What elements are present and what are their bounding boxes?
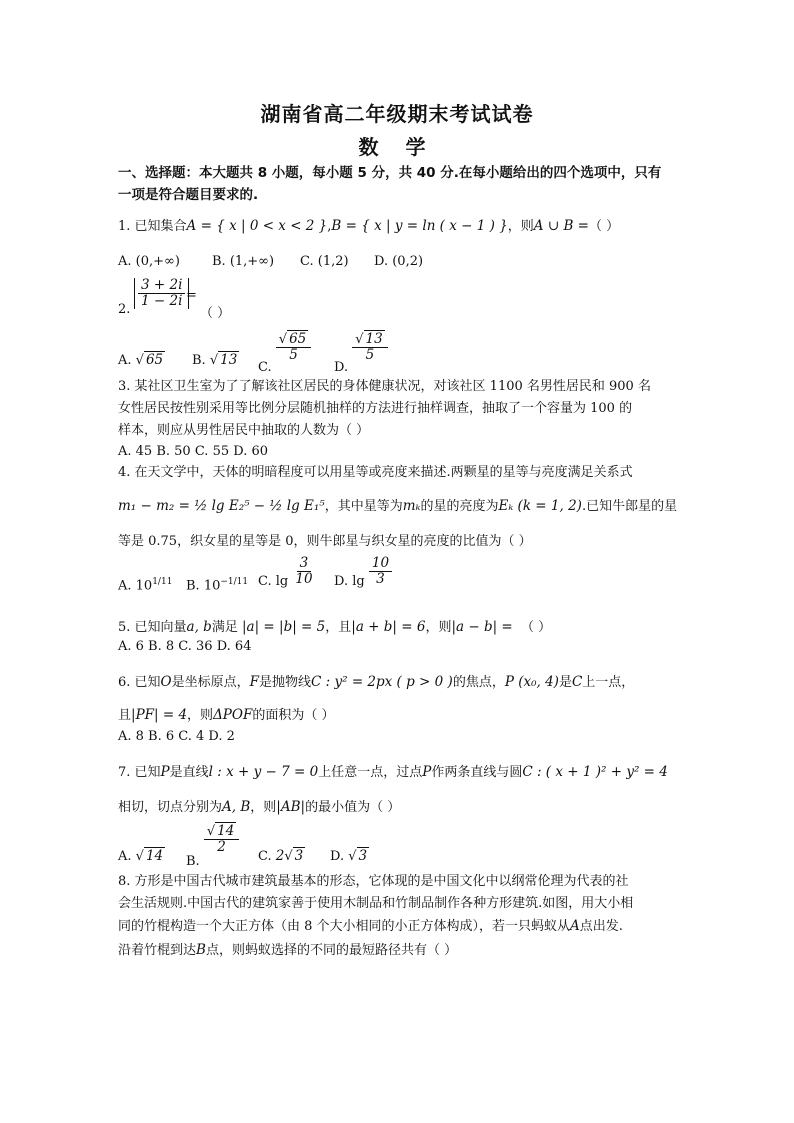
q7-line2a: 相切，切点分别为 <box>118 800 223 815</box>
q5-eq1: |a| = |b| = 5 <box>241 619 326 635</box>
q8-a: A <box>570 918 580 934</box>
q6-stem2: 是坐标原点， <box>171 675 250 690</box>
q7-line-eq: l : x + y − 7 = 0 <box>208 764 319 780</box>
q7-stem3: 上任意一点，过点 <box>318 765 423 780</box>
q5-cond3: ，则 <box>425 620 452 635</box>
question-1-stem: 1. 已知集合A = { x | 0 < x < 2 },B = { x | y = ln ( x − 1 ) }，则A ∪ B =（ ） <box>118 218 620 234</box>
q1-option-c: C. (1,2) <box>300 254 349 269</box>
q7-stem1: 7. 已知 <box>118 765 161 780</box>
q1-blank: （ ） <box>588 219 620 234</box>
q7-line2b: ，则 <box>250 800 277 815</box>
q2-option-b-value: 13 <box>220 352 238 368</box>
question-8-line3 <box>118 916 678 937</box>
q8-line4a: 沿着竹棍到达 <box>118 943 197 958</box>
q6-f: F <box>249 674 260 690</box>
q1-option-d: D. (0,2) <box>374 254 424 269</box>
q7-option-b-label: B. <box>186 854 200 869</box>
subject-title: 数 学 <box>358 135 436 159</box>
q1-suffix: ，则 <box>507 219 534 234</box>
question-3-options: A. 45 B. 50 C. 55 D. 60 <box>118 444 269 459</box>
q2-option-d-num: √ 13 <box>352 332 387 348</box>
q4-option-a-exp: 1/11 <box>152 577 173 587</box>
q2-abs-expression <box>134 278 189 309</box>
q7-circle: C : ( x + 1 )² + y² = 4 <box>522 764 668 780</box>
q2-option-a-label: A. <box>118 353 132 368</box>
q2-option-c-num: √ 65 <box>276 332 311 348</box>
q6-line2b: ，则 <box>187 708 214 723</box>
q7-stem2: 是直线 <box>169 765 209 780</box>
q4-option-a-base: A. 10 <box>118 578 153 594</box>
q2-denominator: 1 − 2i <box>141 293 183 309</box>
q2-option-b <box>192 350 239 371</box>
q6-stem5: 是 <box>558 675 572 690</box>
question-2-stem <box>118 276 678 321</box>
q8-line3: 同的竹棍构造一个大正方体（由 8 个大小相同的小正方体构成），若一只蚂蚁从 <box>118 919 571 934</box>
q4-option-c-prefix: C. lg <box>258 574 289 589</box>
q4-mid: ，其中星等为 <box>324 499 403 514</box>
q8-b: B <box>196 942 206 958</box>
question-3-line2: 女性居民按性别采用等比例分层随机抽样的方法进行抽样调查，抽取了一个容量为 100 的 <box>118 401 633 416</box>
q6-stem3: 是抛物线 <box>259 675 312 690</box>
q7-p2: P <box>422 764 432 780</box>
q7-option-a-value: 14 <box>145 848 164 864</box>
q7-option-d-label: D. <box>330 849 345 864</box>
q5-vectors: a, b <box>186 619 212 635</box>
q7-option-b <box>186 823 239 869</box>
q6-stem6: 上一点， <box>582 675 635 690</box>
q6-line2c: 的面积为（ ） <box>252 708 335 723</box>
q5-cond1: 满足 <box>211 620 238 635</box>
q7-option-d-value: 3 <box>358 848 368 864</box>
q5-prefix: 5. 已知向量 <box>118 620 187 635</box>
q1-set-b: B = { x | y = ln ( x − 1 ) } <box>331 218 508 234</box>
q6-triangle: ΔPOF <box>213 707 253 723</box>
q5-eq3: |a − b| = <box>451 619 513 635</box>
q4-mk: mₖ <box>402 498 421 514</box>
q4-option-b-exp: −1/11 <box>220 577 249 587</box>
q4-option-a <box>118 572 172 596</box>
question-6-options: A. 8 B. 6 C. 4 D. 2 <box>118 729 235 744</box>
question-4-line3: 等是 0.75，织女星的星等是 0，则牛郎星与织女星的亮度的比值为（ ） <box>118 534 532 549</box>
q2-option-c-label: C. <box>258 360 272 375</box>
q4-option-c <box>258 556 316 587</box>
q6-point: P (x₀, 4) <box>504 674 559 690</box>
q7-stem4: 作两条直线与圆 <box>431 765 523 780</box>
q4-option-d-num: 10 <box>369 556 392 572</box>
q5-cond2: ，且 <box>325 620 352 635</box>
q6-stem1: 6. 已知 <box>118 675 161 690</box>
q4-mid2: 的星的亮度为 <box>420 499 499 514</box>
q2-number: 2. <box>118 302 131 317</box>
q4-option-b-base: B. 10 <box>186 578 221 594</box>
question-8-line2: 会生活规则.中国古代的建筑家善于使用木制品和竹制品制作各种方形建筑.如图，用大小相 <box>118 896 634 911</box>
q7-option-d: D. √ 3 <box>330 848 368 864</box>
q4-option-d-prefix: D. lg <box>334 574 365 589</box>
q7-option-b-den: 2 <box>217 839 226 855</box>
question-7-line1 <box>118 762 678 783</box>
q7-line2c: 的最小值为（ ） <box>305 800 401 815</box>
q2-option-b-label: B. <box>192 353 206 368</box>
q7-option-a-label: A. <box>118 849 132 864</box>
q7-option-a: A. √ 14 <box>118 848 164 864</box>
q4-ek: Eₖ (k = 1, 2) <box>498 498 582 514</box>
q8-line3-end: 点出发. <box>579 919 623 934</box>
q7-option-b-num: √ 14 <box>204 824 239 840</box>
q1-set-a: A = { x | 0 < x < 2 } <box>186 218 328 234</box>
q4-option-c-den: 10 <box>295 571 313 587</box>
q6-o: O <box>160 674 172 690</box>
q4-option-d <box>334 556 392 587</box>
q1-prefix: 1. 已知集合 <box>118 219 187 234</box>
q1-option-b: B. (1,+∞) <box>212 254 275 269</box>
question-3-line1: 3. 某社区卫生室为了了解该社区居民的身体健康状况，对该社区 1100 名男性居民和 900 名 <box>118 379 651 394</box>
q4-option-b <box>186 572 248 596</box>
q7-option-c-label: C. <box>258 849 272 864</box>
question-5-stem <box>118 617 678 638</box>
q2-option-d-den: 5 <box>365 347 375 363</box>
q7-p: P <box>160 764 170 780</box>
question-4-line1: 4. 在天文学中，天体的明暗程度可以用星等或亮度来描述.两颗星的星等与亮度满足关系式 <box>118 465 633 480</box>
q2-option-d <box>334 331 388 375</box>
q7-option-c: C. 2√ 3 <box>258 848 304 864</box>
q2-option-c-den: 5 <box>289 347 298 363</box>
question-7-line2 <box>118 797 678 818</box>
q6-c: C <box>571 674 583 690</box>
q4-end: .已知牛郎星的星 <box>581 499 678 514</box>
q1-union: A ∪ B = <box>533 218 589 234</box>
exam-title: 湖南省高二年级期末考试试卷 <box>260 102 534 126</box>
q2-blank: （ ） <box>200 306 231 321</box>
question-8-line4 <box>118 940 678 961</box>
q4-formula: m₁ − m₂ = ½ lg E₂⁵ − ½ lg E₁⁵ <box>118 498 325 514</box>
q7-option-c-coef: 2 <box>275 848 285 864</box>
q7-ab: A, B <box>222 799 251 815</box>
question-3-line3: 样本，则应从男性居民中抽取的人数为（ ） <box>118 423 370 438</box>
question-8-line1: 8. 方形是中国古代城市建筑最基本的形态，它体现的是中国文化中以纲常伦理为代表的社 <box>118 874 629 889</box>
q1-option-a: A. (0,+∞) <box>118 254 180 269</box>
q2-option-c <box>258 331 311 375</box>
q2-option-a <box>118 350 165 371</box>
q4-option-d-den: 3 <box>376 571 385 587</box>
q8-line4b: 点，则蚂蚁选择的不同的最短路径共有（ ） <box>205 943 458 958</box>
q7-abs-ab: |AB| <box>276 799 306 815</box>
q4-option-c-num: 3 <box>297 556 312 572</box>
sqrt-symbol: √ 65 <box>135 352 164 368</box>
q2-numerator: 3 + 2i <box>138 278 185 294</box>
question-6-line1 <box>118 672 678 693</box>
section-heading-line2: 一项是符合题目要求的. <box>118 187 259 203</box>
question-5-options: A. 6 B. 8 C. 36 D. 64 <box>118 639 252 654</box>
q6-stem4: 的焦点， <box>452 675 505 690</box>
sqrt-symbol: √ 13 <box>209 352 238 368</box>
q5-blank: （ ） <box>521 620 552 635</box>
q6-line2a: 且 <box>118 708 132 723</box>
q2-equals: = <box>186 288 197 303</box>
q2-option-a-value: 65 <box>145 352 164 368</box>
question-6-line2 <box>118 705 678 726</box>
q6-parabola: C : y² = 2px ( p > 0 ) <box>311 674 453 690</box>
section-heading-line1: 一、选择题：本大题共 8 小题，每小题 5 分，共 40 分.在每小题给出的四个选项中，只有 <box>118 165 662 181</box>
q7-option-c-value: 3 <box>294 848 304 864</box>
q6-pf: |PF| = 4 <box>131 707 188 723</box>
q5-eq2: |a + b| = 6 <box>351 619 426 635</box>
q2-option-d-label: D. <box>334 360 349 375</box>
question-4-line2 <box>118 496 678 517</box>
